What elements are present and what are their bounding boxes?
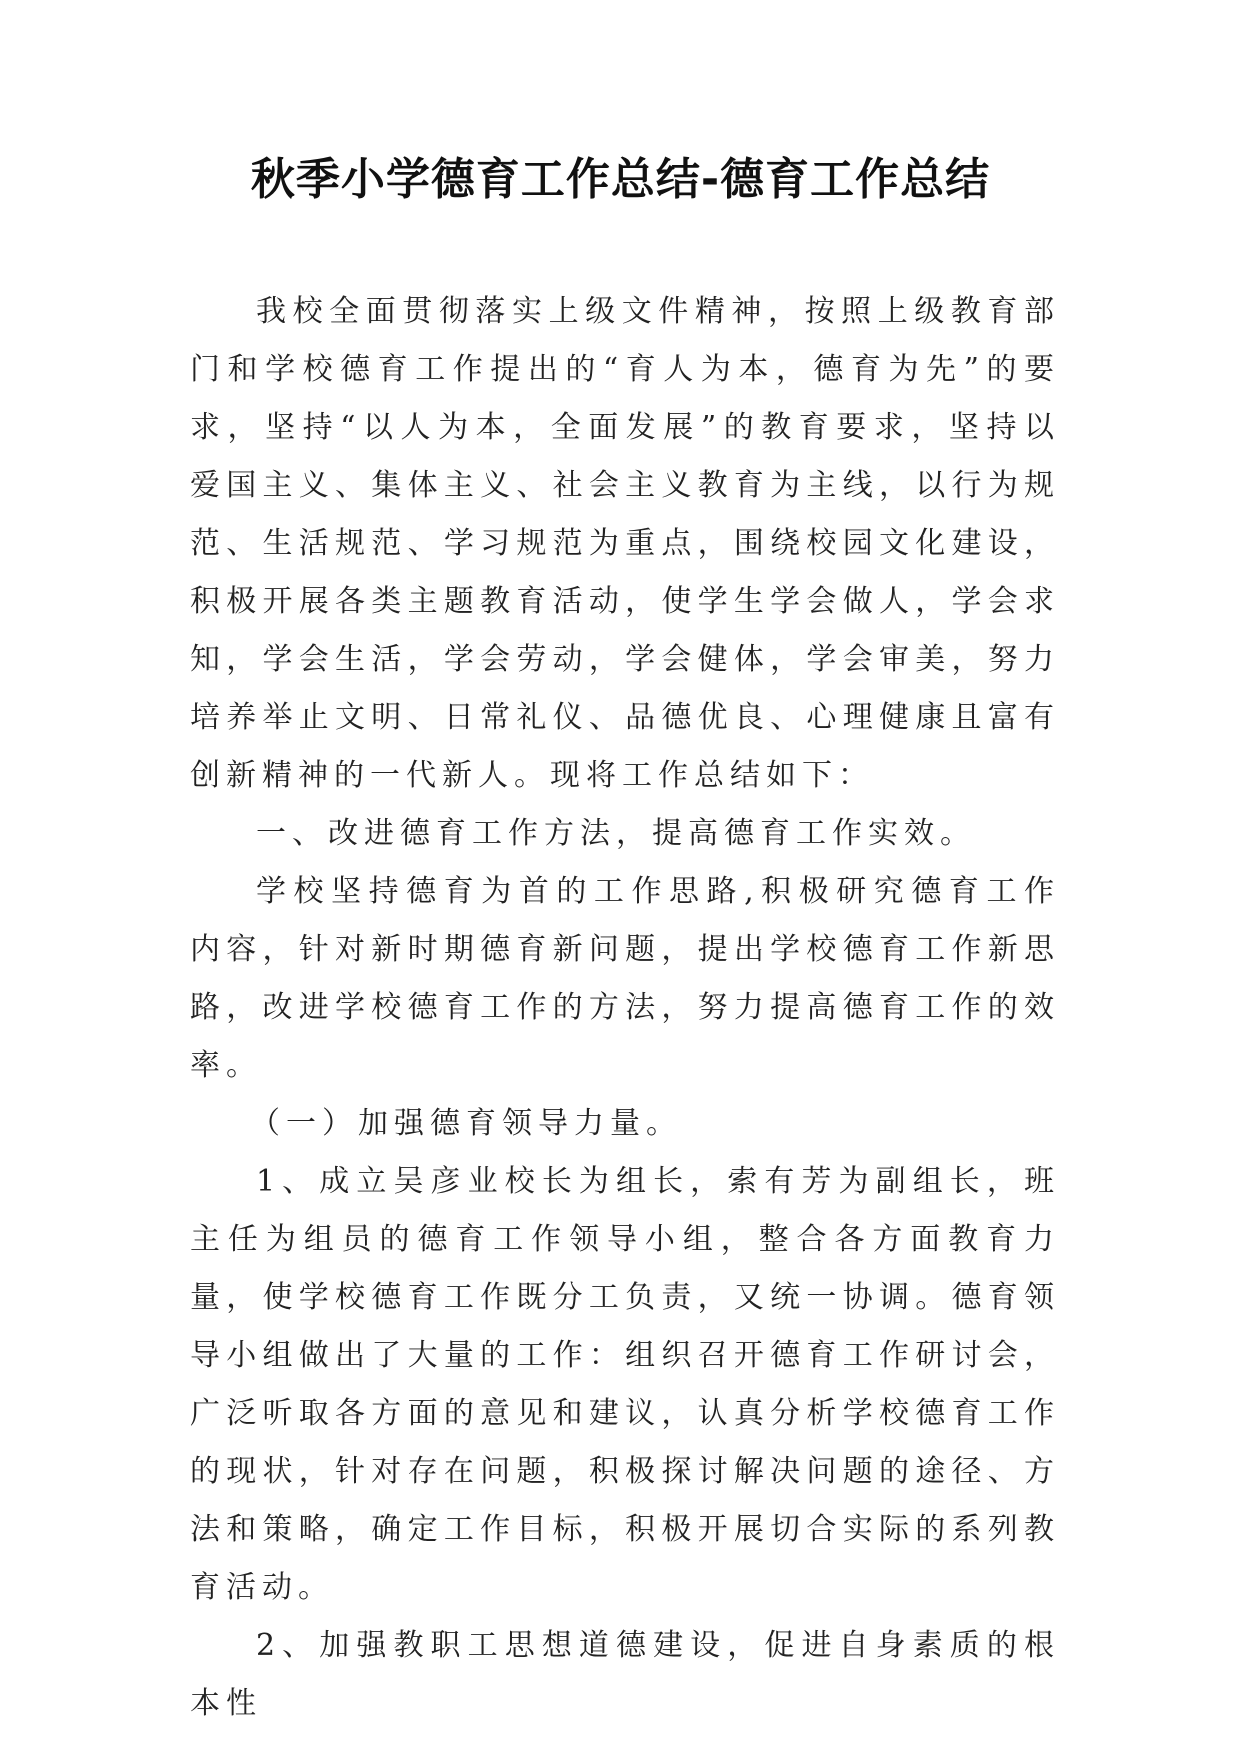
- subsection-heading-1: （一）加强德育领导力量。: [250, 1106, 682, 1141]
- paragraph-item-1: 1、成立吴彦业校长为组长，索有芳为副组长，班主任为组员的德育工作领导小组，整合各方面教育力量，使学校德育工作既分工负责，又统一协调。德育领导小组做出了大量的工作：组织召开德育工作研讨会，广泛听取各方面的意见和建议，认真分析学校德育工作的现状，针对存在问题，积极探讨解决问题的途径、方法和策略，确定工作目标，积极开展切合实际的系列教育活动。: [190, 1164, 1060, 1605]
- document-body: [190, 283, 1060, 1733]
- document-title: 秋季小学德育工作总结-德育工作总结: [250, 154, 991, 205]
- paragraph-intro: 我校全面贯彻落实上级文件精神，按照上级教育部门和学校德育工作提出的“育人为本，德育为先”的要求，坚持“以人为本，全面发展”的教育要求，坚持以爱国主义、集体主义、社会主义教育为主线，以行为规范、生活规范、学习规范为重点，围绕校园文化建设，积极开展各类主题教育活动，使学生学会做人，学会求知，学会生活，学会劳动，学会健体，学会审美，努力培养举止文明、日常礼仪、品德优良、心理健康且富有创新精神的一代新人。现将工作总结如下：: [190, 294, 1060, 793]
- paragraph-section-1: 学校坚持德育为首的工作思路,积极研究德育工作内容，针对新时期德育新问题，提出学校德育工作新思路，改进学校德育工作的方法，努力提高德育工作的效率。: [190, 874, 1060, 1083]
- paragraph-item-2: 2、加强教职工思想道德建设，促进自身素质的根本性: [190, 1628, 1060, 1721]
- section-heading-1: 一、改进德育工作方法，提高德育工作实效。: [256, 816, 976, 851]
